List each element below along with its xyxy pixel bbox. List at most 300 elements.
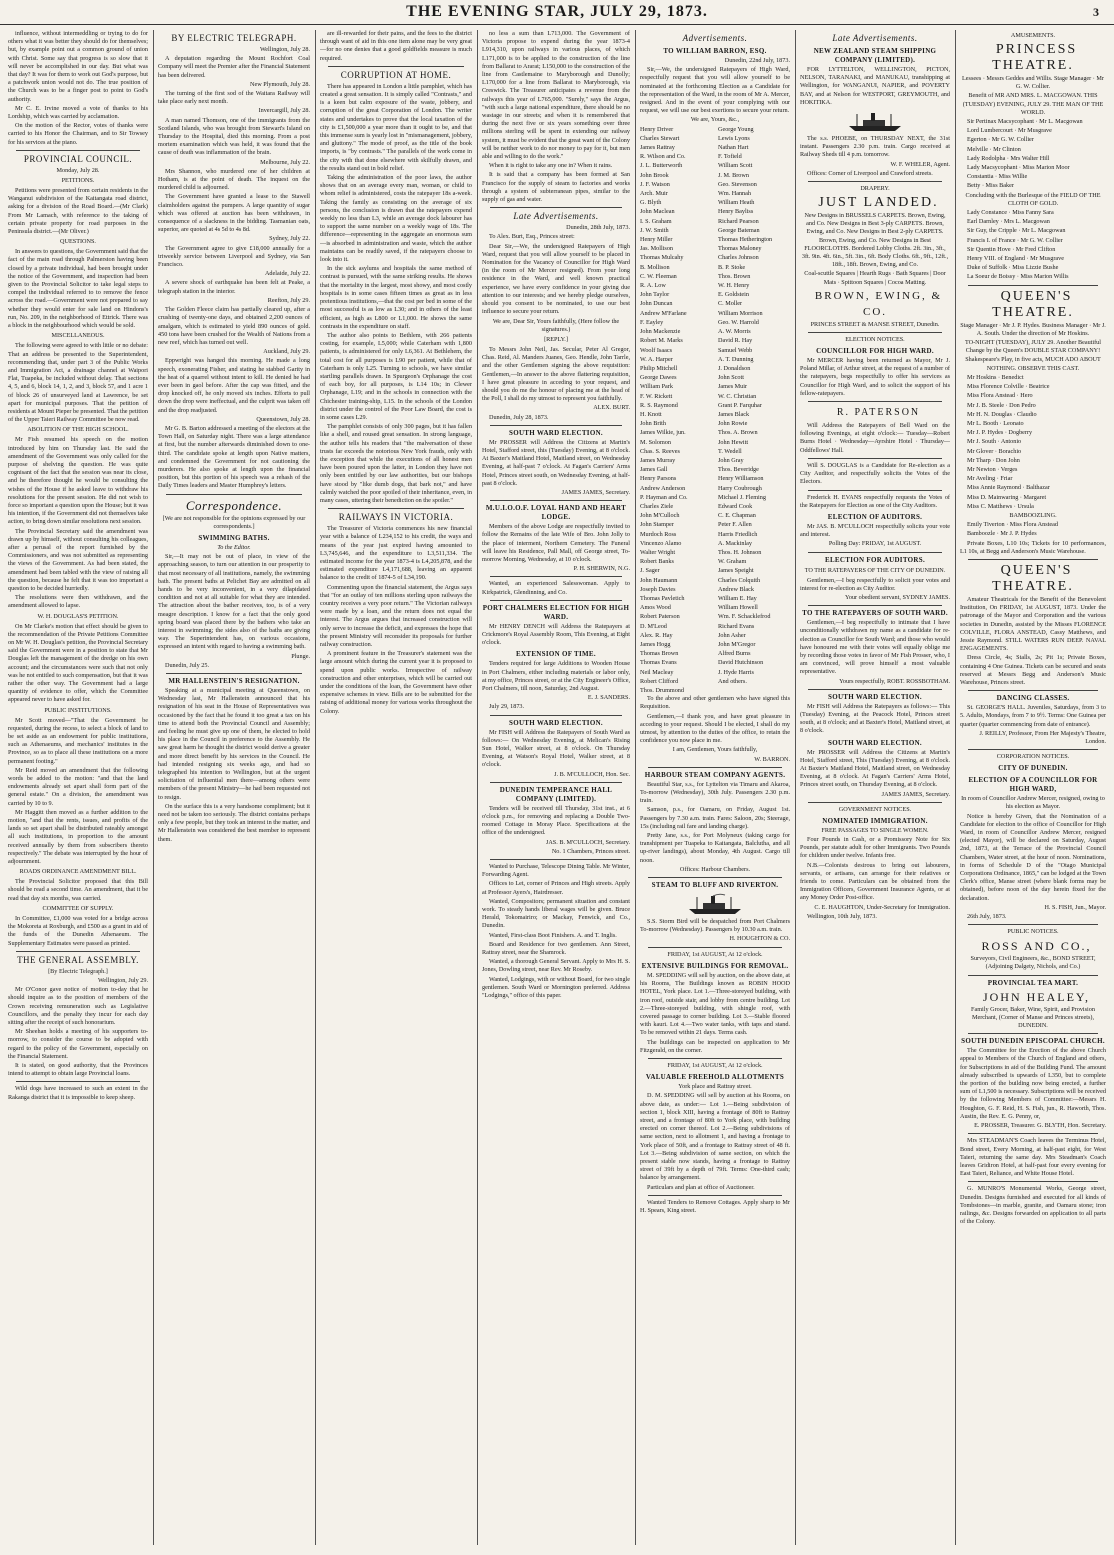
ad-text: Dress Circle, 4s; Stalls, 2s; Pit 1s; Private Boxes, containing 4 One Guinea. Tickets can be secured and seats reserved at Messrs Begg and Anderson's Music Warehouse, Princes street. <box>960 654 1106 686</box>
section-heading: Late Advertisements. <box>513 211 599 222</box>
signature: H. HOUGHTON & CO. <box>729 935 790 943</box>
ad-text: The buildings can be inspected on application to Mr Fitzgerald, on the corner. <box>640 1038 790 1054</box>
signatory-name: H. Knott <box>640 410 662 418</box>
section-heading: Late Advertisements. <box>832 33 918 43</box>
divider <box>490 715 622 716</box>
divider <box>808 689 942 690</box>
signatory-name: James Black <box>718 410 750 418</box>
signatory-name: John Scott <box>718 374 744 382</box>
signatory-name: C. Moller <box>718 300 743 308</box>
signatory-name: Joseph Davies <box>640 585 676 593</box>
dateline: Wellington, July 29. <box>97 976 148 984</box>
article-text: Mr Scott moved—"That the Government be requested, during the recess, to select a block of land to be set aside as an endowment for public institutions, such as Athenaeums, and mechanics' institutes in the Province, so as to place all these institutions on a more permanent footing." <box>8 716 148 765</box>
article-text: A prominent feature in the Treasurer's statement was the large amount which during the current year it is proposed to spend upon public works. Irrespective of railway construction and other enterprises, which will be carried out under the conditions of the loan, the Government have other expensive schemes in view. Bills are to be submitted for the raising of additional money for various works throughout the Colony. <box>320 650 472 715</box>
ad-text: Wanted, First-class Boot Finishers. A. and T. Inglis. <box>489 931 617 939</box>
signatory-name: Edward Cook <box>718 502 753 510</box>
ad-heading: ELECTION FOR AUDITORS. <box>824 555 926 564</box>
signatory-name: Henry Parsons <box>640 475 677 483</box>
ad-text: Mr FISH will Address the Ratepayers as follows:— This (Tuesday) Evening, at the Peacock Hotel, Princes street south, at 8 o'clock; and at Baxter's Hotel, Maitland street, at 8 o'clock. <box>800 702 950 735</box>
article-text: no less a sum than L713,000. The Government of Victoria propose to expend during the year 1873-4 L914,310, upon railways in various places, of which L171,000 is to be applied to the construction of the line from Ballarat to Ararat; L150,000 to the construction of the line from Castlemaine to Maryborough and Dunolly; L170,000 for a line from Ballarat to Maryborough, via Creswick. The Treasurer anticipates a revenue from the railways this year of L765,000. "Surely," says the Argus, "with such a large national expenditure, there should be no wastage in our streets; and when it is remembered that during the next five or six years something over three millions sterling will be spent in extending our railway system, it must be evident that the great want of the Colony will be neither work to do nor money to pay for it, but men able and willing to do the work." <box>482 30 630 161</box>
divider <box>490 782 622 783</box>
dateline: Wellington, July 28. <box>259 46 310 53</box>
signatory-name: Henry Bayliss <box>718 208 754 216</box>
ad-text: Members of the above Lodge are respectfully invited to follow the Remains of the late Wife of Bro. John Jolly to the place of interment, Northern Cemetery. The Funeral will leave his Residence, Pall Mall, off George street, To-morrow Morning, Wednesday, at 10 o'clock. <box>482 523 630 563</box>
cast-entry: Lady Macsycophant · Miss Marion Moor <box>967 164 1070 172</box>
ad-heading: NEW ZEALAND STEAM SHIPPING COMPANY (LIMITED). <box>813 47 937 64</box>
column-4 <box>482 30 630 1545</box>
divider <box>968 559 1098 560</box>
divider <box>648 1058 782 1059</box>
steamship-icon <box>845 110 905 132</box>
signatory-name: Peter F. Allen <box>718 521 752 529</box>
signatory-name: Robert M. Marks <box>640 337 683 345</box>
signature: JAMES JAMES, Secretary. <box>561 488 630 496</box>
signatory-name: Neil Macleay <box>640 668 674 676</box>
signatory-name: T. Wedell <box>718 447 742 455</box>
divider <box>808 401 942 402</box>
article-text: Mr G. B. Barton addressed a meeting of the electors at the Town Hall, on Saturday night. There was a large attendance at first, but the number afterwards diminished down to one-third. The candidate spoke at length upon Native matters, and condemned the Government for not cautioning the murderers. He also spoke at length upon the financial position, but this portion of his speech was a rehash of the Daily Times leaders and Master Humphrey's letters. <box>158 424 310 490</box>
ad-text: Mr JAS. B. M'CULLOCH respectfully solicits your vote and interest. <box>800 522 950 539</box>
section-heading: Advertisements. <box>682 33 748 43</box>
article-text: In answers to questions, the Government said that the fact of the main road through Palmerston having been closed by a private individual, had been brought under the notice of the Government, and inspection had been given to the Provincial Solicitor to take legal steps to compel the individual referred to to remove the fence across the road.—Government were not prepared to say whether they would enter for sale land on Hindons's run, No. 209, in the neighborhood of Ettrick. There was a block in the neighbourhood which would be sold. <box>8 248 148 330</box>
signatory-name: John Brith <box>640 420 666 428</box>
ad-text: Mr MERCER having been returned as Mayor, Mr J. Poland Millar, of Arthur street, at the request of a number of the ratepayers, begs respectfully to offer his services as Councillor for High Ward, and to solicit the support of his fellow-ratepayers. <box>800 357 950 397</box>
signatory-name: James Hogg <box>640 641 671 648</box>
divider <box>968 975 1098 976</box>
ad-text: Board and Residence for two gentlemen. Ann Street, Rattray street, near the Shamrock. <box>482 940 630 957</box>
disclaimer: [We are not responsible for the opinions expressed by our correspondents.] <box>162 514 306 530</box>
signature: C. E. HAUGHTON, Under-Secretary for Immigration. <box>814 903 950 911</box>
signatory-name: Henry Miller <box>640 236 673 244</box>
cast-entry: Miss D. Mainwaring · Margaret <box>967 493 1047 501</box>
dateline: July 29, 1873. <box>489 703 525 711</box>
ad-heading: EXTENSIVE BUILDINGS FOR REMOVAL. <box>641 961 789 970</box>
ad-text: Surveyors, Civil Engineers, &c., BOND STREET, (Adjoining Dalgety, Nichols, and Co.) <box>970 955 1096 971</box>
subheading: GOVERNMENT NOTICES. <box>838 805 912 813</box>
article-text: Taking the administration of the poor laws, the author shows that on an average every man, woman, or child to whom relief is administered, costs the ratepayer 18s a-week. Taking the family as consisting on the average of six persons, the conclusion is drawn that the ratepayers expend weekly no less than L3, while an average dock labourer has to support the same number on a weekly wage of 18s. The difference—representing in the aggregate an enormous sum—is absorbed in administration and waste, which the author maintains can be readily saved, if the ratepayers choose to look into it. <box>320 174 472 264</box>
article-text: There has appeared in London a little pamphlet, which has created a great sensation. It is simply called "Contrasts," and is a keen but calm exposure of the waste, jobbery, and corruption of the great Corporation of London. The writer states and undertakes to prove that the local taxation of the city is £1,500,000 a year more than it ought to be, and that this immense sum is yearly lost in "mismanagement, jobbery, and gluttony." The mode of proof, as the title of the book imports, is "by contrasts." The parallels of the work come in the city with that done elsewhere with skilfully drawn, and the results stand out in bold relief. <box>320 82 472 172</box>
signatory-name: Andrew Anderson <box>640 484 686 492</box>
article-text: The resolutions were then withdrawn, and the amendment allowed to lapse. <box>8 594 148 610</box>
signatory-name: F. W. Rickett <box>640 392 673 400</box>
cast-entry: Lady Rodolpha · Mrs Walter Hill <box>967 154 1050 162</box>
signatory-name: James Murray <box>640 456 676 464</box>
cast-entry: Mr Aveling · Friar <box>967 475 1013 483</box>
signatory-name: A. W. Morris <box>718 328 751 336</box>
ad-text: Gentlemen,—I thank you, and have great pleasure in acceding to your request. Should I be elected, I shall do my utmost, by attention to the duties of the office, to retain the confidence you now place in me. <box>640 712 790 745</box>
column-3 <box>320 30 472 1545</box>
section-heading: Correspondence. <box>185 497 283 513</box>
ad-text: FOR LYTTELTON, WELLINGTON, PICTON, NELSON, TARANAKI, and MANUKAU, transhipping at Wellington, for WANGANUI, NAPIER, and POVERTY BAY, and at Nelson for WESTPORT, GREYMOUTH, and HOKITIKA. <box>800 66 950 106</box>
signatory-name: William Morrison <box>718 309 763 317</box>
signatory-name: Thomas Evans <box>640 659 677 667</box>
divider <box>166 494 302 495</box>
article-text: The turning of the first sod of the Waitara Railway will take place early next month. <box>158 90 310 106</box>
signature: W. F. WHELER, Agent. <box>890 160 950 168</box>
ad-text: Mr PROSSER will Address the Citizens at Martin's Hotel, Stafford street, this (Tuesday) Evening, at 8 o'clock. At Baxter's Maitland Hotel, Maitland street, on Wednesday Evening, at half-past 7 o'clock. At Fagan's Carriers' Arms Hotel, Princes street south, on Wednesday Evening, at half-past 8 o'clock. <box>482 438 630 487</box>
article-text: Mr Sheehan holds a meeting of his supporters to-morrow, to consider the course to be adopted with regard to the policy of the Government, especially on the Financial Statement. <box>8 1028 148 1060</box>
divider <box>328 66 464 67</box>
subheading: PUBLIC INSTITUTIONS. <box>44 706 112 714</box>
subheading: COMMITTEE OF SUPPLY. <box>42 904 114 912</box>
subheading: PUBLIC NOTICES. <box>1007 928 1059 936</box>
cast-entry: Mr Hoskins · Benedict <box>967 373 1024 381</box>
article-text: The Provincial Secretary said the amendment was drawn up by himself, without consulting his colleagues, after a perusal of the report furnished by the Commissioners, and was not submitted as representing the views of the Government. As had been stated, the amendment had been tabled with the view of raising all the question, because he felt that it was too important a question to be decided hurriedly. <box>8 527 148 592</box>
signature: JAS. B. M'CULLOCH, Secretary. <box>545 838 630 846</box>
cast-entry: Miss C. Matthews · Ursula <box>967 502 1034 510</box>
dateline: Dunedin, 28th July, 1873. <box>566 224 630 232</box>
ad-text: Stage Manager · Mr J. P. Hydes. Business Manager · Mr J. A. South. Under the direction of Mr Hoskins. <box>960 321 1106 337</box>
ad-heading: HARBOUR STEAM COMPANY AGENTS. <box>644 770 786 779</box>
signatory-name: Nathan Hart <box>718 144 749 152</box>
ad-text: Mr FISH will Address the Ratepayers of South Ward as follows:— On Wednesday Evening, at Melican's Rising Sun Hotel, Walker street, at 8 o'clock. On Thursday Evening, at Watson's Royal Hotel, Walker street, at 8 o'clock. <box>482 728 630 769</box>
ad-heading: NOMINATED IMMIGRATION. <box>822 816 928 825</box>
cast-entry: Constantia · Miss Willie <box>967 173 1028 181</box>
salutation: To the Editor. <box>217 543 251 551</box>
ad-text: St. GEORGE'S HALL. Juveniles, Saturdays, from 3 to 5. Adults, Mondays, from 7 to 9½. Terms: One Guinea per quarter (quarter commencing from date of entrance). <box>960 704 1106 728</box>
subheading: [REPLY.] <box>544 335 568 343</box>
ad-text: Wanted, a thorough General Servant. Apply to Mrs H. S. Jones, Dowling street, near Rev. Mr Roseby. <box>482 958 630 974</box>
article-heading: MR HALLENSTEIN'S RESIGNATION. <box>168 677 300 686</box>
ad-text: Dear Sir,—We, the undersigned Ratepayers of High Ward, request that you will allow yourself to be placed in Nomination for the Vacancy of Councillor for High Ward (in the room of Mr Mercer resigned). From your long residence in the Ward, and well known practical experience, we have every confidence in your giving due attention to our interests; and we hereby pledge ourselves, should you consent to be nominated, to use our best influence to secure your return. <box>482 242 630 316</box>
signatory-name: John Hewitt <box>718 438 749 446</box>
ad-heading: EXTENSION OF TIME. <box>516 650 596 659</box>
signatory-list <box>640 126 790 696</box>
ad-heading: SOUTH DUNEDIN EPISCOPAL CHURCH. <box>961 1037 1105 1046</box>
signatory-name: George Young <box>718 125 754 133</box>
divider <box>968 690 1098 691</box>
cast-entry: Lord Lumbercourt · Mr Musgrave <box>967 127 1052 135</box>
ad-text: New Designs in BRUSSELS CARPETS. Brown, Ewing, and Co. New Designs in Best 3-ply CARPETS. Brown, Ewing, and Co. New Designs in Best 2-ply CARPETS. Brown, Ewing, and Co. New Designs in Best FLOORCLOTHS. Bordered Lobby Cloths. 2ft. 3in., 3ft., 3ft. 9in. 4ft. 6in., 5ft. 3in., 6ft. Body Cloths. 6ft., 9ft., 12ft., 18ft., 18ft. Brown, Ewing, and Co. <box>801 212 949 269</box>
ad-text: Amateur Theatricals for the Benefit of the Benevolent Institution, On FRIDAY, 1st AUGUST, 1873. Under the patronage of the Mayor and Corporation and the various societies in Dunedin, assisted by the Misses FLORENCE COLVILLE, FLORA ANSTEAD, Cassy Matthews, and Jessie Raymond. STILL WATERS RUN DEEP. NAVAL ENGAGEMENTS. <box>960 595 1106 653</box>
signatory-name: W. Graham <box>718 558 747 566</box>
signatory-name: James Rattray <box>640 144 675 152</box>
signatory-name: Robert Banks <box>640 558 674 566</box>
signatory-name: Chas. S. Reeves <box>640 447 680 455</box>
signatory-name: James Speight <box>718 567 754 575</box>
article-text: Mr Haggitt then moved as a further addition to the motion, "and that the rents, issues, and profits of the lands so set apart shall be distributed rateably amongst all such institutions, in proportion to the amount received annually by them from subscribers thereto respectively." The debate was interrupted by the hour of adjournment. <box>8 808 148 866</box>
signatory-name: John M'Gregor <box>718 641 756 648</box>
article-text: The Government have granted a lease to the Stawell claimholders against the pumpers. A large quantity of sugar which was offered at auction has been withdrawn, in consequence of a slackness in the bidding. Tasmanian oats, superior, are quoted at 4s 5d to 4s 8d. <box>158 193 310 234</box>
ad-text: Gentlemen,—I beg respectfully to intimate that I have unconditionally withdrawn my name as a candidate for re-election as Councillor for South Ward; and those who would have honoured me with their votes will equally oblige me by recording those votes in favor of Mr Fish Prosser, who, I am convinced, will prove himself a most valuable representative. <box>800 619 950 676</box>
signature: E. J. SANDERS. <box>587 694 630 702</box>
signatory-name: Wm. Hannah <box>718 190 751 198</box>
divider <box>808 605 942 606</box>
subheading: TO THE RATEPAYERS OF THE CITY OF DUNEDIN. <box>804 566 946 574</box>
signatory-name: E. Goldstein <box>718 291 749 299</box>
ad-text: The Committee for the Erection of the above Church appeal to Members of the Church of England and others, for Subscriptions in aid of the Building Fund. The amount already subscribed is upwards of L350, but to complete the portion of the building now being erected, a further sum of L1,500 is necessary. Subscriptions will be received by the following Members of Committee:—Messrs H. Houghton, G. F. Reid, H. S. Fish, jun., R. Haworth, Thos. Austin, the Rev. E. G. Penny, or, <box>960 1047 1106 1120</box>
section-heading: CORRUPTION AT HOME. <box>340 69 452 80</box>
ad-heading: DANCING CLASSES. <box>996 694 1070 703</box>
divider <box>490 500 622 501</box>
cast-list <box>960 118 1106 191</box>
divider <box>166 673 302 674</box>
signatory-name: William Park <box>640 383 673 391</box>
signatory-name: David R. Hay <box>718 337 753 345</box>
divider <box>490 600 622 601</box>
article-text: It is stated, on good authority, that the Provinces intend to attempt to obtain large Provincial loans. <box>8 1061 148 1078</box>
article-text: Eppwright was hanged this morning. He made a long speech, exonerating Fisher, and stating he stabbed Garity in the heat of a quarrel without intent to kill. He denied he had ever been in gaol before. After the cap was fitted, and the drop knocked off, he only moved six inches. Efforts to pull down the drop were ineffectual, and the culprit was taken off and the drop readjusted. <box>158 357 310 414</box>
ad-display: BROWN, EWING, & CO. <box>814 289 943 318</box>
signatory-name: R. Wilson and Co. <box>640 153 686 161</box>
article-text: Mr Reid moved an amendment that the following words be added to the motion: "and that the land endowments already set apart shall form part of the general estate." On a division, the amendment was carried by 10 to 9. <box>8 766 148 807</box>
article-text: A severe shock of earthquake has been felt at Peake, a telegraph station in the interior. <box>158 279 310 295</box>
ad-text: Beautiful Star, s.s., for Lyttelton via Timaru and Akaroa, To-morrow (Wednesday), 30th July. Passengers 2.30 p.m. train. <box>640 780 790 805</box>
article-text: The author also points to Bethlem, with 266 patients costing, for example, L5,000; while Caterham with 1,800 patients, is administered for only L6,361. At Bethlehem, the total cost for all purposes is L90 per patient, while that of Caterham is only L25. Turning to schools, we have similar startling parallels drawn. In Spurgeon's Orphanage the cost of each boy, for all purposes, is L14 10s; in Clewer Orphanage, L19; and in the schools in connection with the Chichester training-ship, L15. In the schools of the London district under the control of the Poor Law Board, the cost is in some cases L29. <box>320 331 472 421</box>
ad-text: Shakespeare's Play, in five acts, MUCH ADO ABOUT NOTHING. OBSERVE THIS CAST. <box>965 356 1101 372</box>
cast-entry: Duke of Suffolk · Miss Lizzie Bushe <box>967 264 1059 272</box>
signatory-name: J. Hyde Harris <box>718 668 754 676</box>
ad-text: The s.s. PHOEBE, on THURSDAY NEXT, the 31st instant. Passengers 2.30 p.m. train. Cargo received at Railway Sheds till 4 p.m. tomorrow. <box>800 135 950 159</box>
signatory-name: W. H. Henry <box>718 282 750 290</box>
article-text: are ill-rewarded for their pains, and the fees to the district through want of aid in this one item alone may be very great—for no one denies that a good goldfields measure is much required. <box>320 30 472 62</box>
signature: Your obedient servant, SYDNEY JAMES. <box>844 593 950 601</box>
column-rule <box>635 30 636 1545</box>
cast-entry: Miss Annie Raymond · Balthazar <box>967 484 1050 492</box>
signatory-name: George Dawes <box>640 374 677 382</box>
ad-text: FREE PASSAGES TO SINGLE WOMEN. <box>821 826 929 834</box>
dateline: Queenstown, July 28. <box>256 415 310 423</box>
ad-heading: TO WILLIAM BARRON, ESQ. <box>663 47 767 55</box>
ad-text: Tenders required for large Additions to Wooden House in Port Chalmers, either including materials or labor only, at my office, Princes street, or at the City Engineer's Office, Port Chalmers, till noon, Saturday, 2nd August. <box>482 660 630 692</box>
ad-display: QUEEN'S THEATRE. <box>992 562 1074 594</box>
signatory-name: Thomas Hetherington <box>718 236 773 244</box>
signatory-name: A. Mackinlay <box>718 539 753 547</box>
signatory-name: Grant P. Farquhar <box>718 401 762 409</box>
ad-text: Offices to Let, corner of Princes and High streets. Apply at Professor Ayers's, Hairdresser. <box>482 880 630 896</box>
signatory-name: R. A. Low <box>640 282 666 290</box>
cast-entry: Bamboozle · Mr J. P. Hydes <box>967 530 1037 538</box>
signature: P. H. SHERWIN, N.G. <box>573 565 630 573</box>
masthead-title: THE EVENING STAR, JULY 29, 1873. <box>406 3 708 20</box>
dateline: Reefton, July 29. <box>267 296 310 304</box>
divider <box>648 877 782 878</box>
cast-entry: Francis I. of France · Mr G. W. Collier <box>967 236 1063 244</box>
signatory-name: Charles Ziele <box>640 502 674 510</box>
ad-text: FRIDAY, 1st AUGUST, At 12 o'clock. <box>667 950 763 958</box>
ad-heading: TO THE RATEPAYERS OF SOUTH WARD. <box>802 609 948 618</box>
signatory-name: Vincenzo Alamo <box>640 539 682 547</box>
cast-entry: Betty · Miss Baker <box>967 182 1014 190</box>
signatory-name: Geo. Stevenson <box>718 180 757 188</box>
signatory-name: Thomas Maloney <box>718 245 762 253</box>
signatory-name: James Muir <box>718 383 748 391</box>
signatory-name: B. Mollison <box>640 263 670 271</box>
dateline: Dunedin, July 25. <box>165 661 209 669</box>
ad-heading: COUNCILLOR FOR HIGH WARD. <box>816 347 934 356</box>
signatory-name: And others. <box>718 677 747 685</box>
signatory-name: Robert Clifford <box>640 677 679 685</box>
cast-entry: La Soeur de Boissy · Miss Marion Willis <box>967 273 1069 281</box>
cast-entry: Mr J. South · Antonio <box>967 438 1022 446</box>
section-heading: RAILWAYS IN VICTORIA. <box>338 512 454 523</box>
signatory-name: M. Solomon <box>640 438 671 446</box>
signature: J. B. M'CULLOCH, Hon. Sec. <box>554 770 630 778</box>
signatory-name: Michael J. Fleming <box>718 493 766 501</box>
signatory-name: John Asher <box>718 631 746 639</box>
ad-text: Benefit of MR AND MRS. L. MACGOWAN. THIS (TUESDAY) EVENING, JULY 29. THE MAN OF THE WORLD. <box>962 92 1104 116</box>
ad-heading: ELECTION OF AUDITORS. <box>827 512 923 521</box>
signatory-name: F. Tofield <box>718 153 742 161</box>
dateline: Monday, July 28. <box>56 166 100 174</box>
divider <box>968 1033 1098 1034</box>
signatory-name: J. L. Butterworth <box>640 162 683 170</box>
column-rule <box>153 30 154 1545</box>
signatory-name: John Mackenzie <box>640 328 681 336</box>
signatory-name: William Heath <box>718 199 755 207</box>
ad-text: Wanted, Lodgings, with or without Board, for two single gentlemen. South Ward or Mornington preferred. Address "Lodgings," office of this paper. <box>482 975 630 1000</box>
signatory-name: John Stamper <box>640 521 674 529</box>
ad-text: Offices: Harbour Chambers. <box>679 865 751 873</box>
signatory-name: Charles Stewart <box>640 134 680 142</box>
ad-text: Tenders will be received till Thursday, 31st inst., at 6 o'clock p.m., for removing and replacing a Double Two-roomed Cottage in Moray Place. Specifications at the office of the undersigned. <box>482 804 630 837</box>
section-heading: THE GENERAL ASSEMBLY. <box>17 954 139 965</box>
ad-heading: CITY OF DUNEDIN. <box>998 764 1068 773</box>
ad-heading: SOUTH WARD ELECTION. <box>509 718 603 727</box>
signatory-name: James Wilkie, jun. <box>640 429 686 437</box>
article-text: Mr Fish resumed his speech on the motion introduced by him on Thursday last. He said the amendment of the Government was only called for the purpose of shelving the question. He was quite cognisant of the fact that the session was near its close, and he therefore thought he would be consulting the wishes of the House if he asked leave to withdraw his resolutions for the present session. He did not wish to force so important a question upon the House; but it was his intention, if the Government did not themselves take action, to bring down similar resolutions next session. <box>8 436 148 526</box>
signature: H. S. FISH, Jun., Mayor. <box>1044 903 1106 911</box>
article-text: A deputation regarding the Mount Rochfort Coal Company will meet the Premier after the Financial Statement has been delivered. <box>158 55 310 79</box>
divider <box>328 508 464 509</box>
subheading: PETITIONS. <box>61 177 95 185</box>
signature: W. BARRON. <box>754 755 790 763</box>
signatory-name: Andrew Black <box>718 585 754 593</box>
signatory-name: William Scott <box>718 162 753 170</box>
ad-text: BAMBOOZLING. <box>1009 511 1057 519</box>
dateline: Auckland, July 29. <box>263 348 310 356</box>
ad-heading: SOUTH WARD ELECTION. <box>509 428 603 437</box>
signatory-name: John Duncan <box>640 300 673 308</box>
signatory-name: Thos. H. Johnson <box>718 548 762 556</box>
signatory-name: Thos. Brown <box>718 272 751 280</box>
signature: E. PROSSER, Treasurer. G. BLYTH, Hon. Secretary. <box>974 1122 1106 1130</box>
ad-text: Offices: Corner of Liverpool and Crawford streets. <box>807 169 933 177</box>
cast-list <box>960 521 1106 538</box>
signatory-name: G. Blyth <box>640 199 662 207</box>
divider <box>968 924 1098 925</box>
cast-entry: Lady Constance · Miss Fanny Sara <box>967 209 1054 217</box>
subheading: MISCELLANEOUS. <box>51 332 105 340</box>
signatory-name: Jas. Mollison <box>640 245 674 253</box>
ad-text: Gentlemen,—I beg respectfully to solicit your votes and interest for re-election as City Auditor. <box>800 576 950 592</box>
cast-list <box>960 209 1106 282</box>
dateline: Invercargill, July 28. <box>258 107 310 115</box>
signatory-name: J. F. Watson <box>640 180 670 188</box>
ad-text: Coal-scuttle Squares | Hearth Rugs · Bath Squares | Door Mats · Spittoon Squares | Cocoa Matting. <box>804 270 946 286</box>
ad-text: N.B.—Colonists desirous to bring out labourers, servants, or artisans, can arrange for their relatives or friends to come. Particulars can be obtained from the Immigration Officers, Government Insurance Agents, or at any Money Order Post-office. <box>800 861 950 902</box>
divider <box>808 458 942 459</box>
signatory-name: Henry Driver <box>640 125 674 133</box>
signatory-name: A. T. Dunning <box>718 355 754 363</box>
cast-entry: Mr Glover · Borachio <box>967 447 1022 455</box>
ad-display: PRINCESS THEATRE. <box>992 42 1078 73</box>
signatory-name: J. M. Brown <box>718 171 749 179</box>
ad-text: I am, Gentlemen, Yours faithfully, <box>672 746 758 754</box>
cast-entry: Melville · Mr Clinton <box>967 145 1021 153</box>
ad-heading: VALUABLE FREEHOLD ALLOTMENTS <box>645 1073 785 1082</box>
dateline: Melbourne, July 22. <box>260 158 310 166</box>
cast-entry: Mr H. N. Douglas · Claudio <box>967 410 1037 418</box>
article-text: The pamphlet consists of only 300 pages, but it has fallen like a shell, and roused great sensation. In strong language, the author tells his readers that "the malversation of these trusts far exceeds the notorious New York frauds, only with the exception that while the executions of all honest men have been poured upon the latter, in London they have not only been entitled by our law authorities, but our bishops have stood by "like dumb dogs, that bark not," and have calmly watched the poor spoiled of their inheritance, even, in many cases, uttering their benediction on the spoiler." <box>320 423 472 504</box>
divider <box>968 1181 1098 1182</box>
ad-heading: ELECTION OF A COUNCILLOR FOR HIGH WARD, <box>968 776 1098 794</box>
ad-text: Mrs STEADMAN'S Coach leaves the Terminus Hotel, Bond street, Every Morning, at half-past eight, for West Taieri, returning the same day. Mrs Steadman's Coach leaves Gridiron Hotel, at half-past four every evening for East Taieri, Reliance, and White House Hotel. <box>960 1137 1106 1178</box>
article-text: On the surface this is a very handsome compliment; but it need not be taken too seriously. The district contains perhaps only a few people, but they took an interest in the matter, and Mr Hallenstein was considered the best member to represent them. <box>158 802 310 843</box>
ad-text: In room of Councillor Andrew Mercer, resigned, owing to his election as Mayor. <box>961 795 1105 811</box>
signature: JAMES JAMES, Secretary. <box>881 790 950 798</box>
divider <box>490 425 622 426</box>
dateline: Adelaide, July 22. <box>264 270 310 278</box>
divider <box>808 490 942 491</box>
signatory-name: George Bateman <box>718 226 760 234</box>
signature: Plunge. <box>291 652 310 660</box>
ad-text: G. MUNRO'S Monumental Works, George street, Dunedin. Designs furnished and executed for all kinds of Tombstones—in marble, granite, and Oamaru stone; iron railings, &c. Designs forwarded on application to all parts of the Colony. <box>960 1185 1106 1226</box>
signatory-name: Murdoch Ross <box>640 530 677 538</box>
signatory-name: William Howell <box>718 604 758 612</box>
cast-entry: Mr Tharp · Don John <box>967 456 1020 464</box>
cast-list <box>960 374 1106 511</box>
signatory-name: P. Hayman and Co. <box>640 493 688 501</box>
column-rule <box>955 30 956 1545</box>
ad-text: We are, Dear Sir, Yours faithfully, (Here follow the signatures.) <box>492 317 620 333</box>
signatory-name: Richard Pearson <box>718 217 759 225</box>
signatory-name: Geo. W. Harrold <box>718 318 759 326</box>
cast-entry: Miss Flora Anstead · Hero <box>967 392 1033 400</box>
cast-entry: Sir Pertinax Macsycophant · Mr L. Macgowan <box>967 118 1083 126</box>
signatory-name: Charles Colquith <box>718 576 761 584</box>
column-6 <box>800 30 950 1545</box>
cast-entry: Miss Florence Colville · Beatrice <box>967 383 1050 391</box>
column-7 <box>960 30 1106 1545</box>
source-line: [By Electric Telegraph.] <box>48 967 108 975</box>
ad-text: M. SPEDDING will sell by auction, on the above date, at his Rooms, The Buildings known as ROBIN HOOD HOTEL, York place. Lot 1.—Three-storeyed building, with iron roof, outside stair, and lobby from centre building. Lot 2.—Three-storeyed building, with shingle roof, with covered passage to corner building. Lot 3.—Stable floored with kauri. Lot 4.—Two water tanks, with taps and stand. To be removed within 21 days. Terms cash. <box>640 971 790 1037</box>
signature: ALEX. BURT. <box>593 404 630 412</box>
ad-heading: DUNEDIN TEMPERANCE HALL COMPANY (LIMITED). <box>499 785 613 803</box>
signatory-name: William E. Hay <box>718 594 757 602</box>
ad-heading: STEAM TO BLUFF AND RIVERTON. <box>651 881 779 890</box>
signatory-name: C. E. Chapman <box>718 512 756 520</box>
signatory-name: Harry Coubrough <box>718 484 762 492</box>
subheading: DRAPERY. <box>860 185 890 193</box>
dateline: Dunedin, 22nd July, 1873. <box>724 57 790 64</box>
ad-text: D. M. SPEDDING will sell by auction at his Rooms, on above date, as under:— Lot 1.—Being subdivision of section 1, block XIII, having a frontage of 80ft to Rattray street, and a frontage of 80ft to York place, with building erected on corner thereof. Lot 2.—Being subdivisions of same section, next to allotment 1, and having a frontage to York place of 50ft, and a frontage to Rattray street of 48 ft. Lot 3.—Being subdivision of same section, on which the present stable now stands, having a frontage to Rattray street of 39ft by a depth of 79ft. Terms: One-third cash; balance by arrangement. <box>640 1092 790 1182</box>
signatory-name: J. Donaldson <box>718 364 751 372</box>
signatory-name: Philip Mitchell <box>640 364 678 372</box>
signatory-name: Thomas Pavletich <box>640 594 685 602</box>
article-heading: SWIMMING BATHS. <box>198 533 270 542</box>
signatory-name: Alfred Burns <box>718 650 751 658</box>
masthead <box>0 0 1114 25</box>
signatory-name: John M'Culloch <box>640 512 680 520</box>
subheading: ROADS ORDINANCE AMENDMENT BILL. <box>19 868 137 876</box>
article-text: Sir,—It may not be out of place, in view of the approaching season, to turn our attention in our prosperity to that most necessary of all institutions, namely, the swimming bath. The present baths at Pelichet Bay are admitted on all hands to be very inconvenient, in a very dilapidated condition and not at all suitable for what they are intended. The attraction about the bather receives, too, is of a very meagre description. I know for a fact that the only good spring board was placed there by the bathers who take an interest in swimming; the sides also of the baths are giving way. The Superintendent has, on various occasions, expressed an intent with regard to having a swimming bath. <box>158 553 310 651</box>
article-text: Commenting upon the financial statement, the Argus says that "for an outlay of ten millions sterling upon railways the country receives a very poor return." The Victorian railways were made by a loan, and the return does not equal the interest. The Argus argues that increased construction will only serve to increase the deficit, and expresses the hope that the present Ministry will reconsider its proposals for further railway construction. <box>320 583 472 649</box>
signatory-name: Woolf Isaacs <box>640 346 672 354</box>
signatory-name: I. S. Graham <box>640 217 672 225</box>
article-text: In Committee, £1,000 was voted for a bridge across the Mokoreta at Roxburgh, and £500 as a grant in aid of the funds of the Dunedin Athenaeum. The Supplementary Estimates were passed as printed. <box>8 914 148 947</box>
signatory-name: Arch. Muir <box>640 190 668 198</box>
ad-text: Wanted to Purchase, Telescope Dining Table. Mr Winter, Forwarding Agent. <box>482 863 630 879</box>
dateline: 26th July, 1873. <box>967 913 1007 921</box>
cast-entry: Sir Guy, the Cripple · Mr L. Macgowan <box>967 227 1066 235</box>
signatory-name: Alex. R. Hay <box>640 631 673 639</box>
ad-text: PRINCES STREET & MANSE STREET, Dunedin. <box>810 320 940 328</box>
ad-text: FRIDAY, 1st AUGUST, At 12 o'clock. <box>667 1061 763 1069</box>
divider <box>490 859 622 860</box>
signatory-name: John Maclean <box>640 208 675 216</box>
article-text: Mrs Shannon, who murdered one of her children at Hotham, is at the point of death. The inquest on the murdered child is adjourned. <box>158 167 310 192</box>
